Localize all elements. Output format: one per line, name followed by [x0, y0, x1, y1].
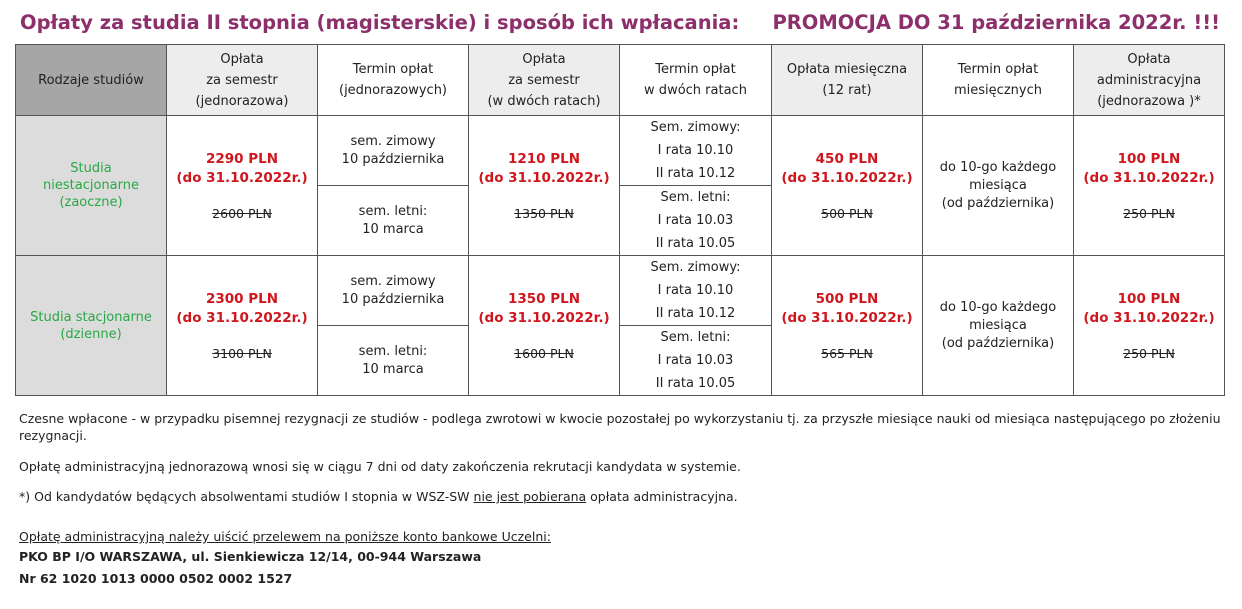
installment-summer-cell: Sem. letni: I rata 10.03 II rata 10.05	[620, 326, 772, 396]
footnote-emphasis: nie jest pobierana	[473, 489, 587, 504]
one-time-fee-cell: 2290 PLN (do 31.10.2022r.) 2600 PLN	[167, 116, 318, 256]
monthly-terms-cell: do 10-go każdego miesiąca (od października)	[923, 116, 1074, 256]
old-price: 1350 PLN	[514, 206, 574, 221]
refund-note: Czesne wpłacone - w przypadku pisemnej rezygnacji ze studiów - podlega zwrotowi w kwocie pozostałej po wykorzystaniu tj. za przyszłe miesiące nauki od miesiąca następującego po złożeniu rezygnacji.	[19, 411, 1221, 443]
footnote: *) Od kandydatów będących absolwentami studiów I stopnia w WSZ-SW nie jest pobierana opłata administracyjna.	[19, 489, 738, 504]
table-row	[16, 256, 1225, 326]
header-monthly-fee: Opłata miesięczna (12 rat)	[772, 45, 923, 116]
winter-term-cell: sem. zimowy 10 października	[318, 256, 469, 326]
old-price: 1600 PLN	[514, 346, 574, 361]
monthly-terms-cell: do 10-go każdego miesiąca (od października)	[923, 256, 1074, 396]
transfer-instruction: Opłatę administracyjną należy uiścić przelewem na poniższe konto bankowe Uczelni:	[19, 529, 551, 544]
old-price: 2600 PLN	[212, 206, 272, 221]
old-price: 3100 PLN	[212, 346, 272, 361]
winter-term-cell: sem. zimowy 10 października	[318, 116, 469, 186]
summer-term-cell: sem. letni: 10 marca	[318, 186, 469, 256]
installment-winter-cell: Sem. zimowy: I rata 10.10 II rata 10.12	[620, 116, 772, 186]
old-price: 500 PLN	[821, 206, 873, 221]
table-row	[16, 116, 1225, 186]
header-admin-fee: Opłata administracyjna (jednorazowa )*	[1074, 45, 1225, 116]
admin-fee-cell: 100 PLN (do 31.10.2022r.) 250 PLN	[1074, 116, 1225, 256]
fees-table	[15, 44, 1225, 396]
two-installment-fee-cell: 1210 PLN (do 31.10.2022r.) 1350 PLN	[469, 116, 620, 256]
bank-account-number: Nr 62 1020 1013 0000 0502 0002 1527	[19, 571, 293, 586]
monthly-fee-cell: 450 PLN (do 31.10.2022r.) 500 PLN	[772, 116, 923, 256]
two-installment-fee-cell: 1350 PLN (do 31.10.2022r.) 1600 PLN	[469, 256, 620, 396]
installment-winter-cell: Sem. zimowy: I rata 10.10 II rata 10.12	[620, 256, 772, 326]
admin-fee-note: Opłatę administracyjną jednorazową wnosi się w ciągu 7 dni od daty zakończenia rekrutacji kandydata w systemie.	[19, 459, 741, 474]
one-time-fee-cell: 2300 PLN (do 31.10.2022r.) 3100 PLN	[167, 256, 318, 396]
study-type-part-time: Studia niestacjonarne (zaoczne)	[16, 116, 167, 256]
header-study-type: Rodzaje studiów	[16, 45, 167, 116]
study-type-full-time: Studia stacjonarne (dzienne)	[16, 256, 167, 396]
header-monthly-terms: Termin opłat miesięcznych	[923, 45, 1074, 116]
header-one-time-terms: Termin opłat (jednorazowych)	[318, 45, 469, 116]
page-title: Opłaty za studia II stopnia (magisterskie) i sposób ich wpłacania:	[20, 11, 740, 34]
old-price: 250 PLN	[1123, 206, 1175, 221]
header-installment-terms: Termin opłat w dwóch ratach	[620, 45, 772, 116]
admin-fee-cell: 100 PLN (do 31.10.2022r.) 250 PLN	[1074, 256, 1225, 396]
header-one-time-fee: Opłata za semestr (jednorazowa)	[167, 45, 318, 116]
monthly-fee-cell: 500 PLN (do 31.10.2022r.) 565 PLN	[772, 256, 923, 396]
table-header-row	[16, 45, 1225, 116]
bank-address: PKO BP I/O WARSZAWA, ul. Sienkiewicza 12/14, 00-944 Warszawa	[19, 549, 482, 564]
old-price: 565 PLN	[821, 346, 873, 361]
promo-banner: PROMOCJA DO 31 października 2022r. !!!	[772, 11, 1220, 34]
installment-summer-cell: Sem. letni: I rata 10.03 II rata 10.05	[620, 186, 772, 256]
old-price: 250 PLN	[1123, 346, 1175, 361]
header-two-installment-fee: Opłata za semestr (w dwóch ratach)	[469, 45, 620, 116]
summer-term-cell: sem. letni: 10 marca	[318, 326, 469, 396]
